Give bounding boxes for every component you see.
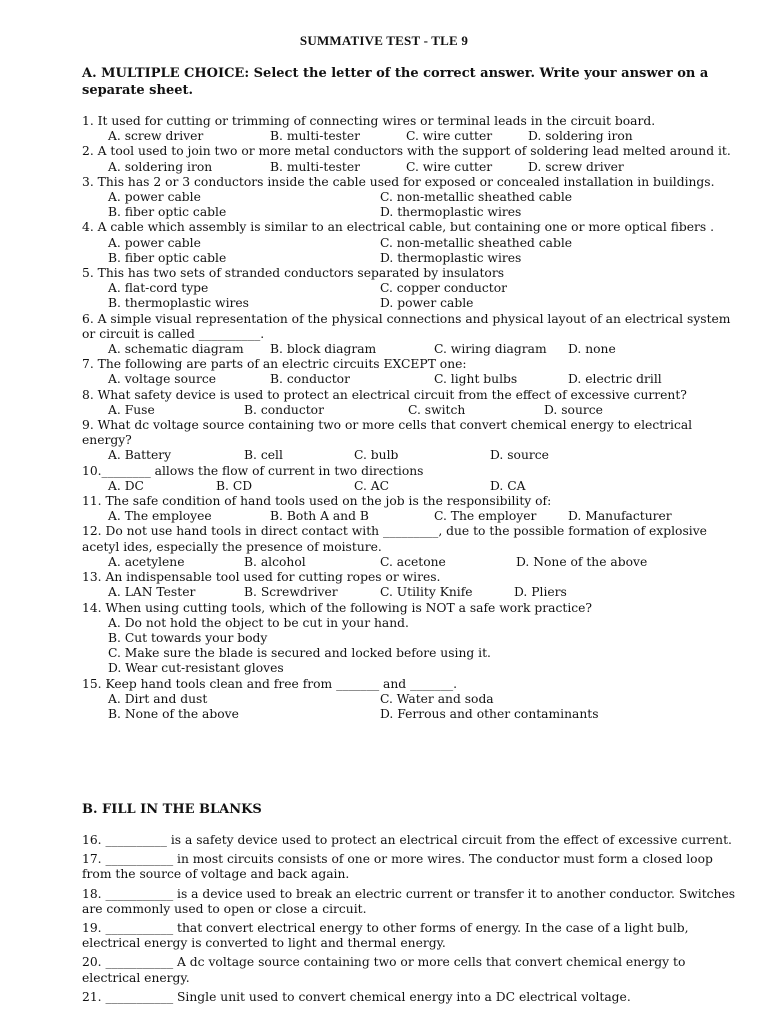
option-d: D. thermoplastic wires bbox=[380, 250, 522, 265]
option-b: B. Cut towards your body bbox=[108, 630, 268, 645]
options bbox=[82, 692, 738, 722]
options bbox=[82, 160, 738, 175]
option-d: D. source bbox=[490, 448, 549, 463]
question-text: 6. A simple visual representation of the physical connections and physical layout of an electrical system or circuit is called __________. bbox=[82, 311, 731, 341]
option-d: D. thermoplastic wires bbox=[380, 205, 522, 220]
options bbox=[82, 448, 738, 463]
blank-item-17: 17. ___________ in most circuits consists of one or more wires. The conductor must form a closed loop from the source of voltage and back again. bbox=[82, 852, 713, 882]
option-c: C. acetone bbox=[380, 554, 446, 569]
question-text: 4. A cable which assembly is similar to an electrical cable, but containing one or more optical fibers . bbox=[82, 220, 715, 235]
question-text: 12. Do not use hand tools in direct contact with _________, due to the possible formation of explosive acetyl ides, especially the presence of moisture. bbox=[82, 524, 707, 554]
blank-item-16: 16. __________ is a safety device used to protect an electrical circuit from the effect of excessive current. bbox=[82, 833, 732, 847]
option-c: C. copper conductor bbox=[380, 281, 507, 296]
option-b: B. Both A and B bbox=[270, 509, 369, 524]
question-text: 13. An indispensable tool used for cutting ropes or wires. bbox=[82, 570, 441, 585]
question-5 bbox=[82, 266, 738, 312]
option-c: C. The employer bbox=[434, 509, 537, 524]
question-12 bbox=[82, 524, 738, 570]
option-a: A. Do not hold the object to be cut in your hand. bbox=[108, 615, 409, 630]
options bbox=[82, 190, 738, 220]
option-a: A. Dirt and dust bbox=[108, 691, 208, 706]
blank-item-18: 18. ___________ is a device used to break an electric current or transfer it to another conductor. Switches are commonly used to open or close a circuit. bbox=[82, 886, 736, 916]
option-c: C. Water and soda bbox=[380, 691, 494, 706]
question-7 bbox=[82, 357, 738, 387]
option-d: D. Pliers bbox=[514, 585, 567, 600]
question-2 bbox=[82, 144, 738, 174]
question-text: 1. It used for cutting or trimming of connecting wires or terminal leads in the circuit board. bbox=[82, 114, 656, 128]
option-d: D. CA bbox=[490, 478, 526, 493]
question-text: 2. A tool used to join two or more metal conductors with the support of soldering lead melted around it. bbox=[82, 144, 731, 159]
question-text: 8. What safety device is used to protect an electrical circuit from the effect of excessive current? bbox=[82, 387, 687, 402]
question-9 bbox=[82, 418, 738, 464]
option-c: C. non-metallic sheathed cable bbox=[380, 190, 573, 205]
option-a: A. flat-cord type bbox=[108, 281, 209, 296]
option-d: D. None of the above bbox=[516, 554, 648, 569]
option-d: D. Wear cut-resistant gloves bbox=[108, 661, 284, 676]
options bbox=[82, 585, 738, 600]
option-a: A. Fuse bbox=[108, 402, 155, 417]
section-a-heading: A. MULTIPLE CHOICE: Select the letter of the correct answer. Write your answer on a separate sheet. bbox=[82, 66, 709, 98]
option-b: B. fiber optic cable bbox=[108, 250, 227, 265]
option-b: B. CD bbox=[216, 478, 253, 493]
option-b: B. thermoplastic wires bbox=[108, 296, 249, 311]
option-b: B. multi-tester bbox=[270, 159, 361, 174]
option-a: A. power cable bbox=[108, 190, 201, 205]
option-d: D. power cable bbox=[380, 296, 474, 311]
question-14 bbox=[82, 601, 738, 677]
option-b: B. block diagram bbox=[270, 342, 377, 357]
option-a: A. power cable bbox=[108, 235, 201, 250]
option-d: D. Manufacturer bbox=[568, 509, 672, 524]
option-b: B. fiber optic cable bbox=[108, 205, 227, 220]
option-d: D. soldering iron bbox=[528, 129, 633, 144]
option-d: D. electric drill bbox=[568, 372, 662, 387]
option-b: B. multi-tester bbox=[270, 129, 361, 144]
multiple-choice-list bbox=[82, 114, 738, 722]
options bbox=[82, 479, 738, 494]
page-title: SUMMATIVE TEST - TLE 9 bbox=[299, 33, 469, 48]
option-c: C. switch bbox=[408, 402, 466, 417]
blank-item-21: 21. ___________ Single unit used to convert chemical energy into a DC electrical voltage. bbox=[82, 989, 631, 1004]
option-a: A. soldering iron bbox=[108, 159, 213, 174]
options bbox=[82, 342, 738, 357]
question-15 bbox=[82, 677, 738, 723]
option-c: C. light bulbs bbox=[434, 372, 518, 387]
option-a: A. acetylene bbox=[108, 554, 185, 569]
options bbox=[82, 281, 738, 311]
fill-in-blanks-list bbox=[82, 833, 738, 1009]
question-text: 9. What dc voltage source containing two or more cells that convert chemical energy to electrical energy? bbox=[82, 418, 693, 448]
question-text: 14. When using cutting tools, which of the following is NOT a safe work practice? bbox=[82, 600, 593, 615]
option-a: A. Battery bbox=[108, 448, 172, 463]
option-c: C. Make sure the blade is secured and locked before using it. bbox=[108, 646, 491, 661]
option-a: A. DC bbox=[108, 478, 144, 493]
question-6 bbox=[82, 312, 738, 358]
option-b: B. Screwdriver bbox=[244, 585, 338, 600]
question-4 bbox=[82, 220, 738, 266]
question-text: 7. The following are parts of an electric circuits EXCEPT one: bbox=[82, 357, 467, 372]
option-b: B. cell bbox=[244, 448, 283, 463]
option-d: D. screw driver bbox=[528, 159, 624, 174]
blank-item-20: 20. ___________ A dc voltage source containing two or more cells that convert chemical energy to electrical energy. bbox=[82, 955, 686, 985]
option-c: C. wire cutter bbox=[406, 129, 493, 144]
question-text: 15. Keep hand tools clean and free from _______ and _______. bbox=[82, 676, 458, 691]
option-a: A. The employee bbox=[108, 509, 212, 524]
option-d: D. Ferrous and other contaminants bbox=[380, 706, 599, 721]
option-c: C. Utility Knife bbox=[380, 585, 473, 600]
question-3 bbox=[82, 175, 738, 221]
option-c: C. wiring diagram bbox=[434, 342, 547, 357]
question-text: 5. This has two sets of stranded conductors separated by insulators bbox=[82, 266, 505, 281]
option-b: B. None of the above bbox=[108, 706, 239, 721]
option-a: A. LAN Tester bbox=[108, 585, 196, 600]
option-c: C. wire cutter bbox=[406, 159, 493, 174]
option-a: A. screw driver bbox=[108, 129, 204, 144]
question-10 bbox=[82, 464, 738, 494]
blank-item-19: 19. ___________ that convert electrical energy to other forms of energy. In the case of a light bulb, electrical energy is converted to light and thermal energy. bbox=[82, 921, 689, 951]
option-c: C. non-metallic sheathed cable bbox=[380, 235, 573, 250]
question-1 bbox=[82, 114, 738, 144]
option-c: C. AC bbox=[354, 478, 390, 493]
question-8 bbox=[82, 388, 738, 418]
question-13 bbox=[82, 570, 738, 600]
section-b-heading: B. FILL IN THE BLANKS bbox=[82, 802, 262, 817]
option-c: C. bulb bbox=[354, 448, 399, 463]
options bbox=[82, 403, 738, 418]
option-b: B. alcohol bbox=[244, 554, 306, 569]
options bbox=[82, 372, 738, 387]
option-a: A. schematic diagram bbox=[108, 342, 244, 357]
options bbox=[82, 129, 738, 144]
option-d: D. none bbox=[568, 342, 616, 357]
question-text: 10.________ allows the flow of current in two directions bbox=[82, 463, 424, 478]
question-text: 11. The safe condition of hand tools used on the job is the responsibility of: bbox=[82, 494, 552, 509]
option-a: A. voltage source bbox=[108, 372, 216, 387]
options bbox=[82, 236, 738, 266]
question-text: 3. This has 2 or 3 conductors inside the cable used for exposed or concealed installation in buildings. bbox=[82, 174, 715, 189]
question-11 bbox=[82, 494, 738, 524]
options bbox=[82, 616, 738, 677]
option-d: D. source bbox=[544, 402, 603, 417]
option-b: B. conductor bbox=[244, 402, 324, 417]
option-b: B. conductor bbox=[270, 372, 350, 387]
options bbox=[82, 555, 738, 570]
options bbox=[82, 509, 738, 524]
